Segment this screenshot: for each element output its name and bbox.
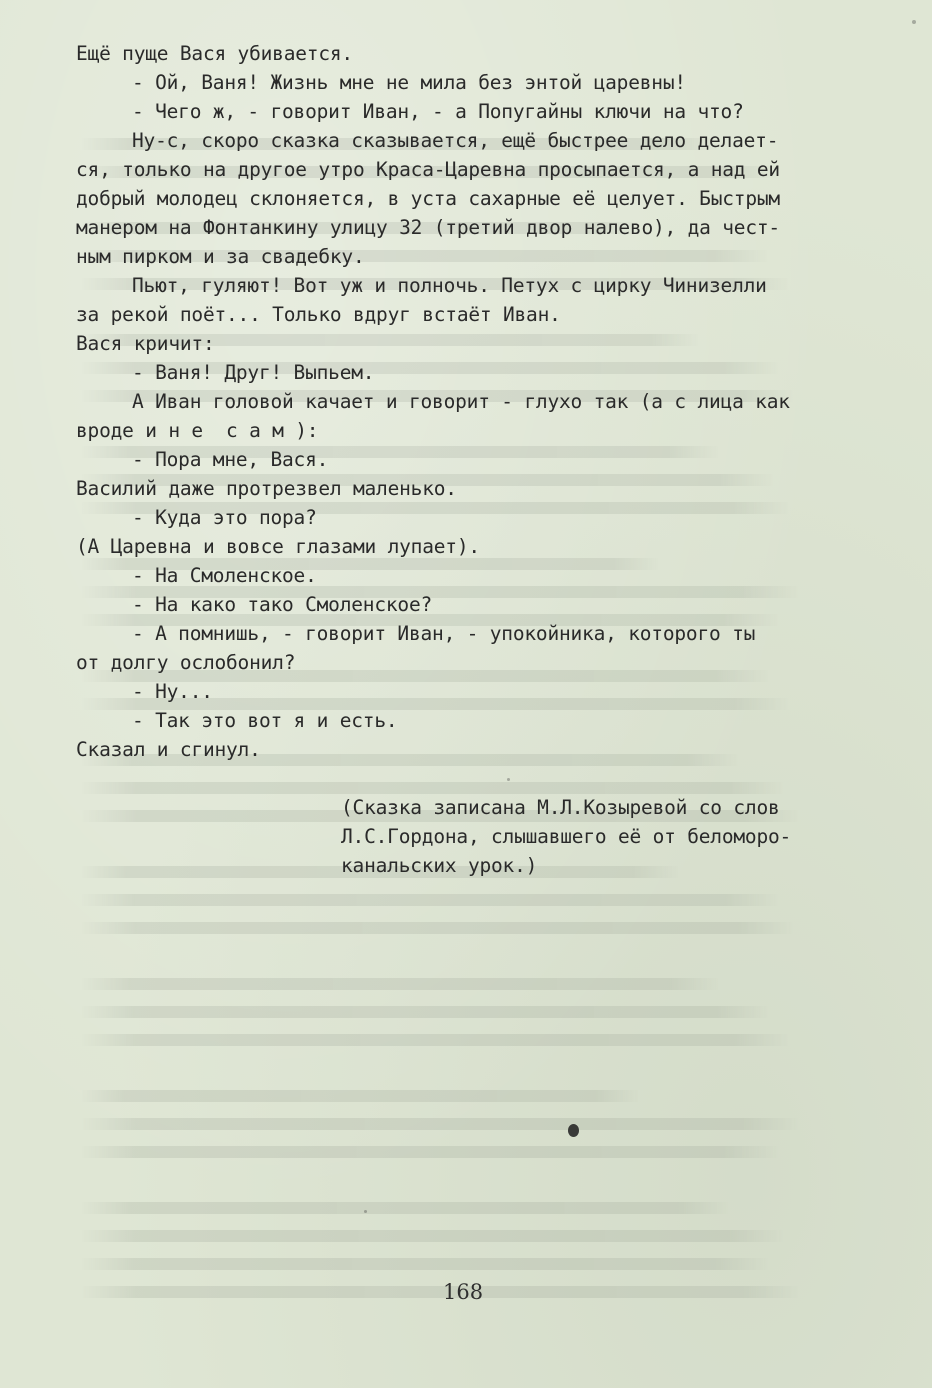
text-line: - Ой, Ваня! Жизнь мне не мила без энтой царевны! [132, 71, 686, 94]
text-line: Ещё пуще Вася убивается. [76, 42, 353, 65]
text-line: ся, только на другое утро Краса-Царевна просыпается, а над ей [76, 158, 780, 181]
text-line: - Пора мне, Вася. [132, 448, 329, 471]
text-line: ным пирком и за свадебку. [76, 245, 365, 268]
paper-speck [507, 778, 510, 781]
text-line: манером на Фонтанкину улицу 32 (третий двор налево), да чест- [76, 216, 780, 239]
text-line: - На како тако Смоленское? [132, 593, 433, 616]
credit-line: (Сказка записана М.Л.Козыревой со слов [341, 796, 780, 819]
paper-speck [912, 20, 916, 24]
text-line: Сказал и сгинул. [76, 738, 261, 761]
paper-speck [364, 1210, 367, 1213]
text-line: Василий даже протрезвел маленько. [76, 477, 457, 500]
text-line: - А помнишь, - говорит Иван, - упокойника, которого ты [132, 622, 756, 645]
text-line: - Ваня! Друг! Выпьем. [132, 361, 375, 384]
text-line: за рекой поёт... Только вдруг встаёт Иван. [76, 303, 561, 326]
ink-blot [568, 1124, 579, 1137]
text-line: Пьют, гуляют! Вот уж и полночь. Петух с цирку Чинизелли [132, 274, 767, 297]
text-line: вроде и н е с а м ): [76, 419, 319, 442]
text-line: Вася кричит: [76, 332, 215, 355]
text-line: (А Царевна и вовсе глазами лупает). [76, 535, 480, 558]
text-line: А Иван головой качает и говорит - глухо так (а с лица как [132, 390, 790, 413]
page-number: 168 [443, 1280, 484, 1304]
text-line: добрый молодец склоняется, в уста сахарные её целует. Быстрым [76, 187, 780, 210]
text-line: - Ну... [132, 680, 213, 703]
credit-line: Л.С.Гордона, слышавшего её от беломоро- [341, 825, 792, 848]
text-line: - Так это вот я и есть. [132, 709, 398, 732]
text-line: - На Смоленское. [132, 564, 317, 587]
credit-line: канальских урок.) [341, 854, 538, 877]
text-line: - Куда это пора? [132, 506, 317, 529]
text-line: Ну-с, скоро сказка сказывается, ещё быстрее дело делает- [132, 129, 779, 152]
text-line: от долгу ослобонил? [76, 651, 296, 674]
text-line: - Чего ж, - говорит Иван, - а Попугайны ключи на что? [132, 100, 744, 123]
